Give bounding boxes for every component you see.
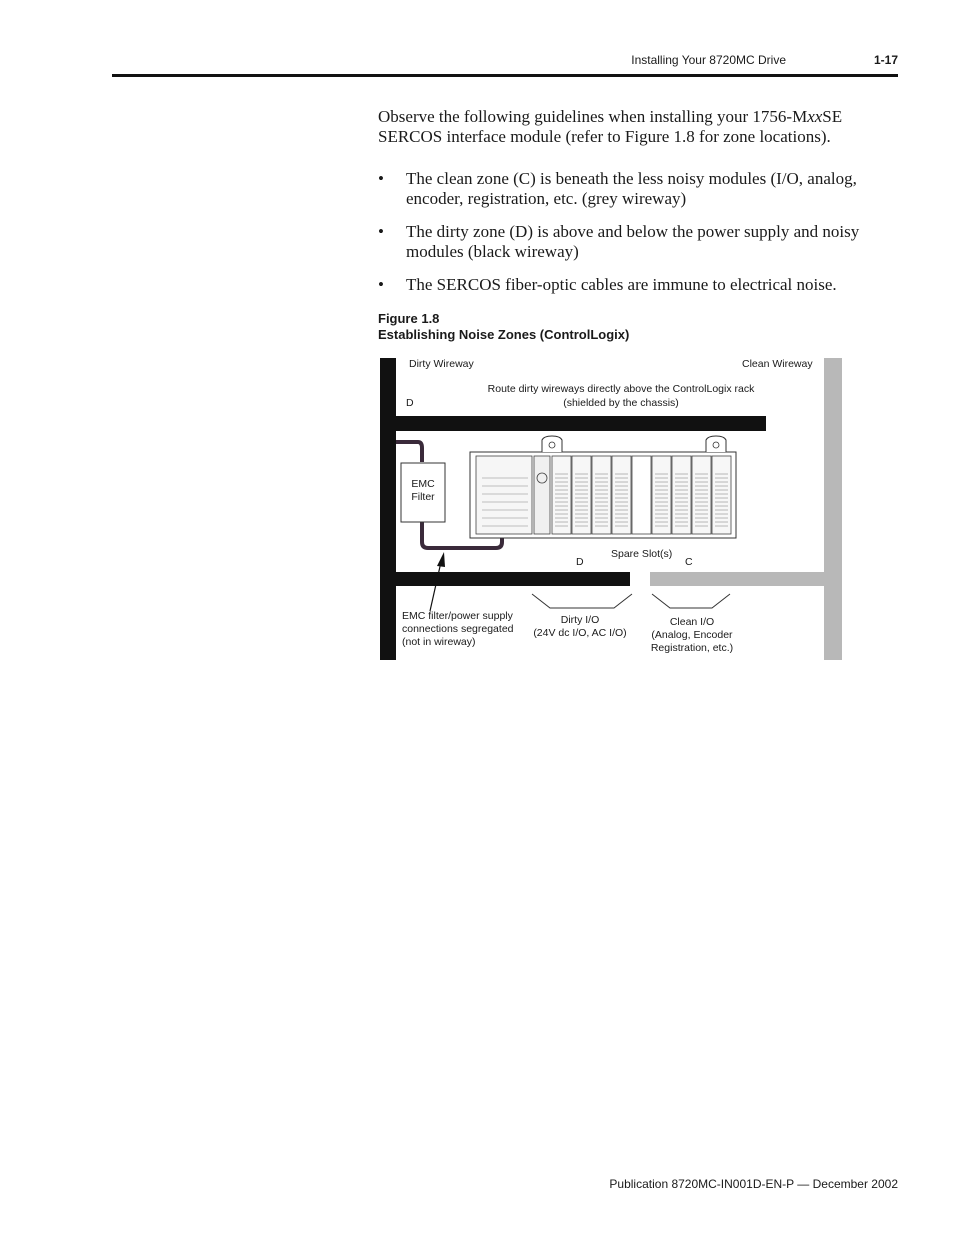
bullet-symbol: •: [378, 222, 384, 241]
label-emc-note-3: (not in wireway): [402, 636, 476, 648]
bullet-symbol: •: [378, 169, 384, 188]
publication-footer: Publication 8720MC-IN001D-EN-P — December 2002: [609, 1177, 898, 1191]
label-route-note-2: (shielded by the chassis): [563, 397, 679, 409]
figure-number: Figure 1.8: [378, 311, 440, 326]
running-header-title: Installing Your 8720MC Drive: [631, 53, 786, 67]
intro-text-after: SE SERCOS interface module (refer to Figure 1.8 for zone locations).: [378, 107, 843, 146]
header-rule: [112, 74, 898, 77]
label-dirty-io-1: Dirty I/O: [560, 614, 600, 626]
label-clean-io-1: Clean I/O: [669, 616, 715, 628]
label-emc: EMC: [411, 478, 435, 490]
guideline-list: [378, 169, 898, 308]
clean-io-bracket: [652, 594, 730, 608]
label-dirty-wireway: Dirty Wireway: [409, 358, 474, 370]
label-route-note-1: Route dirty wireways directly above the ControlLogix rack: [487, 383, 755, 395]
label-zone-d-top: D: [406, 397, 414, 409]
label-dirty-io-2: (24V dc I/O, AC I/O): [533, 627, 627, 639]
list-item: [378, 169, 898, 209]
intro-paragraph: [378, 107, 898, 147]
label-zone-c: C: [685, 556, 693, 568]
list-item-text: The clean zone (C) is beneath the less noisy modules (I/O, analog, encoder, registration, etc. (grey wireway): [406, 169, 857, 208]
label-spare-slots: Spare Slot(s): [611, 548, 673, 560]
page-number: 1-17: [873, 53, 898, 67]
label-clean-wireway: Clean Wireway: [742, 358, 813, 370]
label-emc-note-1: EMC filter/power supply: [402, 610, 513, 622]
list-item: [378, 275, 898, 295]
label-clean-io-2: (Analog, Encoder: [651, 629, 733, 641]
list-item-text: The SERCOS fiber-optic cables are immune to electrical noise.: [406, 275, 837, 294]
label-filter: Filter: [411, 491, 435, 503]
list-item-text: The dirty zone (D) is above and below the power supply and noisy modules (black wireway): [406, 222, 860, 261]
intro-text-before: Observe the following guidelines when installing your 1756-M: [378, 107, 808, 126]
figure-title: Establishing Noise Zones (ControlLogix): [378, 327, 630, 342]
label-clean-io-3: Registration, etc.): [650, 642, 734, 654]
figure-caption: [378, 311, 629, 343]
dirty-io-bracket: [532, 594, 632, 608]
label-emc-note-2: connections segregated: [402, 623, 514, 635]
bullet-symbol: •: [378, 275, 384, 294]
label-zone-d-bottom: D: [576, 556, 584, 568]
intro-text-italic: xx: [807, 107, 823, 126]
list-item: [378, 222, 898, 262]
noise-zone-diagram: [378, 356, 844, 662]
